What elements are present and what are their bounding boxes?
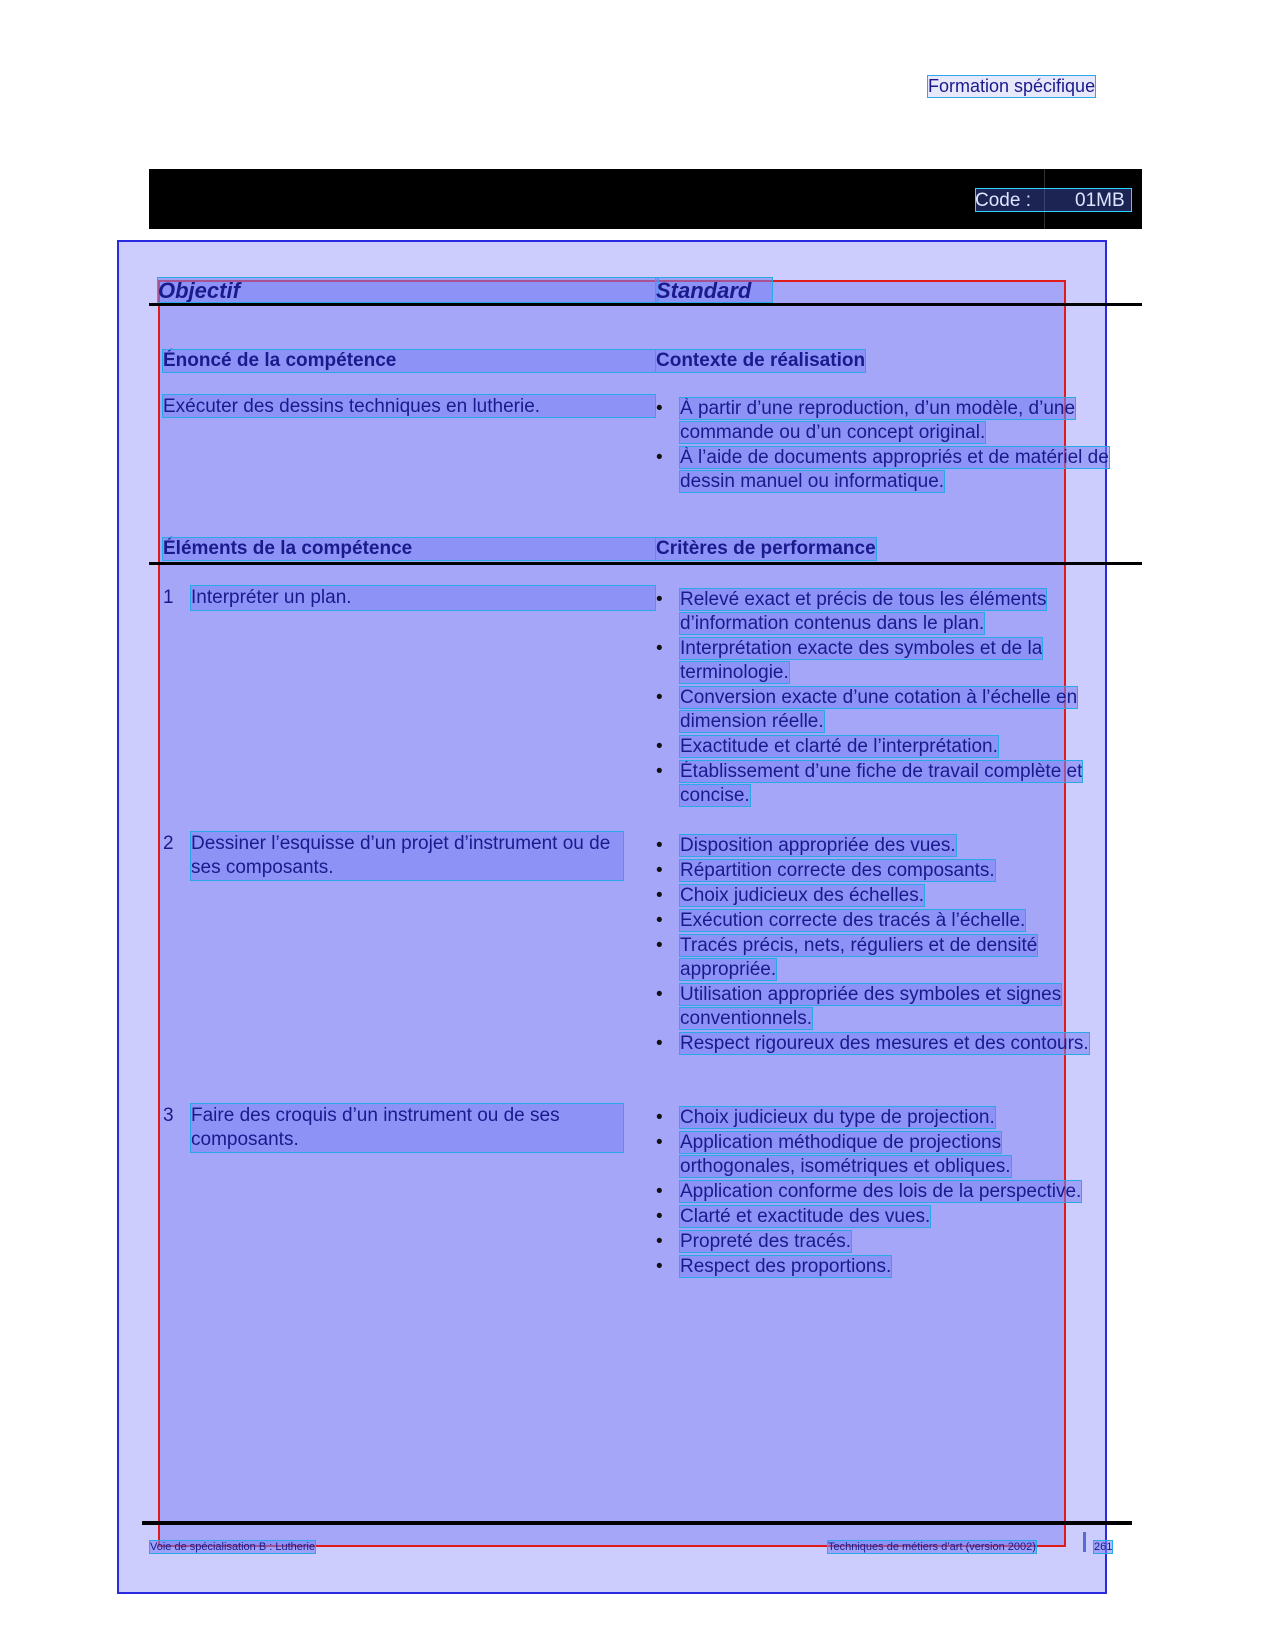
objectif-title: Objectif (158, 278, 658, 302)
contexte-list (656, 397, 1116, 495)
contexte-item: • À l’aide de documents appropriés et de matériel de dessin manuel ou informatique. (656, 446, 1116, 494)
criterion: • Interprétation exacte des symboles et de la terminologie. (656, 637, 1116, 685)
criterion: • Exécution correcte des tracés à l’échelle. (656, 909, 1116, 933)
criteria-list-2 (656, 834, 1116, 1057)
running-header: Formation spécifique (928, 76, 1096, 96)
criterion: • Choix judicieux des échelles. (656, 884, 1116, 908)
element-text: Faire des croquis d’un instrument ou de ses composants. (191, 1104, 623, 1152)
criterion: • Établissement d’une fiche de travail complète et concise. (656, 760, 1116, 808)
criteria-list-1 (656, 588, 1116, 809)
section-rule (149, 562, 1142, 565)
standard-title: Standard (656, 278, 772, 302)
criteres-title: Critères de performance (656, 538, 876, 559)
element-1 (163, 586, 655, 610)
criterion: • Application méthodique de projections orthogonales, isométriques et obliques. (656, 1131, 1116, 1179)
element-text: Interpréter un plan. (191, 586, 655, 610)
footer-right: Techniques de métiers d’art (version 2002) (828, 1541, 1036, 1553)
criterion: • Application conforme des lois de la perspective. (656, 1180, 1116, 1204)
criterion: • Conversion exacte d’une cotation à l’échelle en dimension réelle. (656, 686, 1116, 734)
criteria-list-3 (656, 1106, 1116, 1280)
element-text: Dessiner l’esquisse d’un projet d’instrument ou de ses composants. (191, 832, 623, 880)
code-value: 01MB (1075, 190, 1125, 211)
enonce-title: Énoncé de la compétence (163, 350, 655, 372)
criterion: • Propreté des tracés. (656, 1230, 1116, 1254)
element-number: 2 (163, 833, 174, 854)
criterion: • Disposition appropriée des vues. (656, 834, 1116, 858)
elements-title: Éléments de la compétence (163, 538, 655, 560)
element-3 (163, 1104, 623, 1152)
footer-left: Voie de spécialisation B : Lutherie (150, 1541, 316, 1553)
criterion: • Relevé exact et précis de tous les éléments d’information contenus dans le plan. (656, 588, 1116, 636)
criterion: • Répartition correcte des composants. (656, 859, 1116, 883)
criterion: • Respect rigoureux des mesures et des contours. (656, 1032, 1116, 1056)
title-rule (149, 303, 1142, 306)
element-2 (163, 832, 623, 880)
criterion: • Respect des proportions. (656, 1255, 1116, 1279)
criterion: • Exactitude et clarté de l’interprétation. (656, 735, 1116, 759)
criterion: • Utilisation appropriée des symboles et signes conventionnels. (656, 983, 1116, 1031)
criterion: • Tracés précis, nets, réguliers et de densité appropriée. (656, 934, 1116, 982)
contexte-item: • À partir d’une reproduction, d’un modèle, d’une commande ou d’un concept original. (656, 397, 1116, 445)
page-number: 261 (1094, 1541, 1113, 1553)
contexte-title: Contexte de réalisation (656, 350, 866, 371)
criterion: • Clarté et exactitude des vues. (656, 1205, 1116, 1229)
code-label: Code : (975, 190, 1031, 211)
footer-rule (142, 1521, 1132, 1525)
footer-separator (1083, 1532, 1086, 1552)
element-number: 1 (163, 587, 174, 608)
criterion: • Choix judicieux du type de projection. (656, 1106, 1116, 1130)
enonce-text: Exécuter des dessins techniques en lutherie. (163, 395, 655, 417)
element-number: 3 (163, 1105, 174, 1126)
